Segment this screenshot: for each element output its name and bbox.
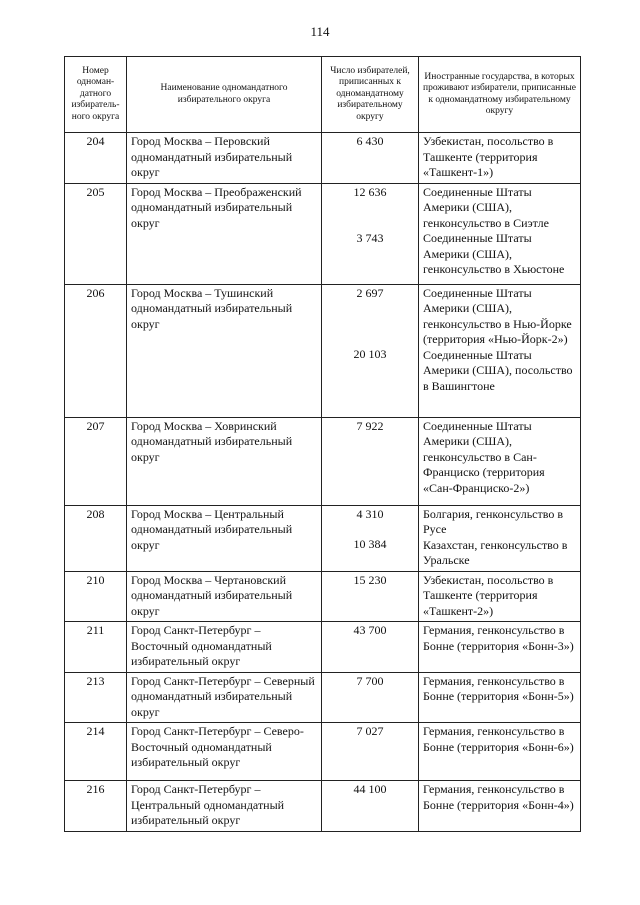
district-name: Город Москва – Перовский одномандатный избирательный округ bbox=[127, 133, 322, 184]
table-row bbox=[65, 417, 581, 505]
foreign-country-cell bbox=[419, 622, 581, 673]
foreign-country-entry: Соединенные Штаты Америки (США), генконсульство в Хьюстоне bbox=[423, 231, 565, 276]
foreign-country-entry: Узбекистан, посольство в Ташкенте (территория «Ташкент-1») bbox=[423, 134, 554, 179]
foreign-country-entry: Германия, генконсульство в Бонне (территория «Бонн-6») bbox=[423, 724, 574, 754]
voter-count: 3 743 bbox=[356, 231, 384, 245]
voter-count-cell bbox=[322, 284, 419, 417]
foreign-country-cell bbox=[419, 723, 581, 781]
voter-count: 12 636 bbox=[353, 184, 387, 199]
voter-count: 15 230 bbox=[353, 572, 387, 587]
voter-count: 43 700 bbox=[353, 623, 387, 637]
foreign-country-cell bbox=[419, 505, 581, 571]
voter-count-cell bbox=[322, 505, 419, 571]
district-name: Город Санкт-Петербург – Северный одномандатный избирательный округ bbox=[127, 672, 322, 723]
voter-count: 20 103 bbox=[353, 347, 387, 361]
voter-count-cell bbox=[322, 133, 419, 184]
table-body bbox=[65, 133, 581, 832]
voter-count: 6 430 bbox=[356, 134, 384, 148]
district-number: 216 bbox=[65, 781, 127, 832]
voter-count: 7 027 bbox=[356, 724, 384, 738]
district-number: 211 bbox=[65, 622, 127, 673]
foreign-country-entry: Германия, генконсульство в Бонне (территория «Бонн-5») bbox=[423, 673, 574, 703]
foreign-country-entry: Соединенные Штаты Америки (США), посольство в Вашингтоне bbox=[423, 347, 573, 393]
district-name: Город Санкт-Петербург – Восточный одномандатный избирательный округ bbox=[127, 622, 322, 673]
district-number: 207 bbox=[65, 417, 127, 505]
table-row bbox=[65, 505, 581, 571]
district-name: Город Москва – Тушинский одномандатный избирательный округ bbox=[127, 284, 322, 417]
table-row bbox=[65, 672, 581, 723]
district-number: 206 bbox=[65, 284, 127, 417]
district-number: 213 bbox=[65, 672, 127, 723]
voter-count: 4 310 bbox=[356, 506, 384, 521]
foreign-country-cell bbox=[419, 571, 581, 622]
foreign-country-entry: Соединенные Штаты Америки (США), генконсульство в Сиэтле bbox=[423, 184, 549, 230]
table-row bbox=[65, 284, 581, 417]
districts-table bbox=[64, 56, 581, 832]
district-number: 204 bbox=[65, 133, 127, 184]
header-voter-count: Число избирателей, приписанных к одномандатному избирательному округу bbox=[322, 57, 419, 133]
voter-count-cell bbox=[322, 417, 419, 505]
foreign-country-cell bbox=[419, 417, 581, 505]
foreign-country-cell bbox=[419, 133, 581, 184]
header-district-number: Номер одноман-датного избиратель-ного округа bbox=[65, 57, 127, 133]
voter-count: 7 922 bbox=[356, 418, 384, 433]
foreign-country-cell bbox=[419, 781, 581, 832]
district-name: Город Москва – Преображенский одномандатный избирательный округ bbox=[127, 183, 322, 284]
table-row bbox=[65, 723, 581, 781]
table-row bbox=[65, 571, 581, 622]
voter-count: 10 384 bbox=[353, 537, 387, 551]
foreign-country-entry: Германия, генконсульство в Бонне (территория «Бонн-3») bbox=[423, 623, 574, 653]
voter-count: 2 697 bbox=[356, 285, 384, 300]
foreign-country-entry: Соединенные Штаты Америки (США), генконсульство в Сан-Франциско (территория «Сан-Франциско-2») bbox=[423, 418, 545, 495]
foreign-country-entry: Болгария, генконсульство в Русе bbox=[423, 506, 563, 536]
table-row bbox=[65, 622, 581, 673]
district-name: Город Санкт-Петербург – Центральный одномандатный избирательный округ bbox=[127, 781, 322, 832]
voter-count: 7 700 bbox=[356, 673, 384, 688]
district-number: 208 bbox=[65, 505, 127, 571]
district-number: 214 bbox=[65, 723, 127, 781]
voter-count-cell bbox=[322, 723, 419, 781]
district-number: 205 bbox=[65, 183, 127, 284]
voter-count-cell bbox=[322, 781, 419, 832]
voter-count-cell bbox=[322, 672, 419, 723]
voter-count-cell bbox=[322, 571, 419, 622]
district-name: Город Москва – Центральный одномандатный избирательный округ bbox=[127, 505, 322, 571]
table-header-row bbox=[65, 57, 581, 133]
foreign-country-entry: Узбекистан, посольство в Ташкенте (территория «Ташкент-2») bbox=[423, 572, 554, 618]
district-name: Город Москва – Ховринский одномандатный избирательный округ bbox=[127, 417, 322, 505]
table-row bbox=[65, 183, 581, 284]
page-number: 114 bbox=[310, 24, 330, 39]
voter-count: 44 100 bbox=[353, 782, 387, 796]
header-district-name: Наименование одномандатного избирательного округа bbox=[127, 57, 322, 133]
voter-count-cell bbox=[322, 622, 419, 673]
district-number: 210 bbox=[65, 571, 127, 622]
foreign-country-entry: Германия, генконсульство в Бонне (территория «Бонн-4») bbox=[423, 782, 574, 812]
table-row bbox=[65, 781, 581, 832]
foreign-country-cell bbox=[419, 284, 581, 417]
foreign-country-entry: Соединенные Штаты Америки (США), генконсульство в Нью-Йорке (территория «Нью-Йорк-2») bbox=[423, 285, 572, 346]
district-name: Город Москва – Чертановский одномандатный избирательный округ bbox=[127, 571, 322, 622]
foreign-country-cell bbox=[419, 672, 581, 723]
district-name: Город Санкт-Петербург – Северо-Восточный одномандатный избирательный округ bbox=[127, 723, 322, 781]
foreign-country-cell bbox=[419, 183, 581, 284]
table-row bbox=[65, 133, 581, 184]
header-foreign-countries: Иностранные государства, в которых проживают избиратели, приписанные к одномандатному избирательному округу bbox=[419, 57, 581, 133]
foreign-country-entry: Казахстан, генконсульство в Уральске bbox=[423, 537, 568, 567]
voter-count-cell bbox=[322, 183, 419, 284]
